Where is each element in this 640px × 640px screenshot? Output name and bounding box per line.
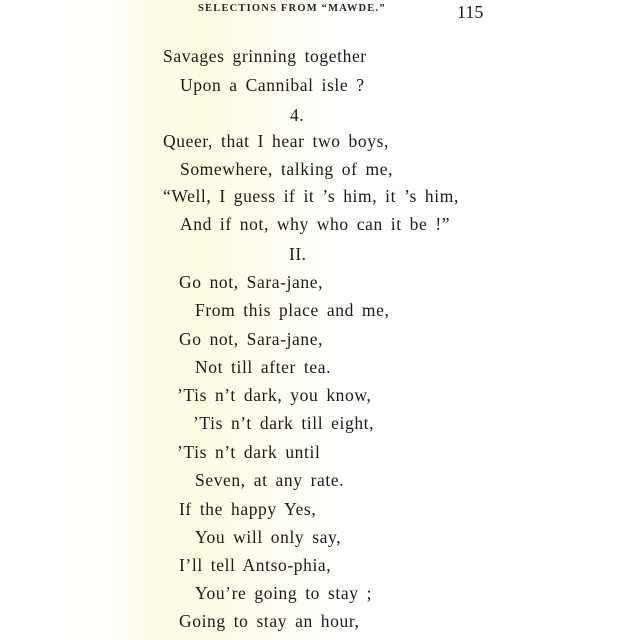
poem-line: Not till after tea. <box>195 357 332 377</box>
poem-line: I’ll tell Antso-phia, <box>179 555 332 575</box>
poem-line: Going to stay an hour, <box>179 611 360 631</box>
poem-line: Go not, Sara-jane, <box>179 329 324 349</box>
poem-line: ’Tis n’t dark until <box>177 442 321 462</box>
poem-line: Somewhere, talking of me, <box>180 159 394 179</box>
poem-line: ’Tis n’t dark, you know, <box>177 385 372 405</box>
poem-line: You’re going to stay ; <box>195 583 373 603</box>
poem-line: From this place and me, <box>195 300 390 320</box>
poem-line: ’Tis n’t dark till eight, <box>193 413 375 433</box>
poem-line: Savages grinning together <box>163 46 367 66</box>
poem-line: “Well, I guess if it ’s him, it ’s him, <box>163 186 459 206</box>
poem-line: And if not, why who can it be !” <box>180 214 451 234</box>
poem-line: Go not, Sara-jane, <box>179 272 324 292</box>
poem-line: If the happy Yes, <box>179 499 317 519</box>
poem-line: Queer, that I hear two boys, <box>163 131 389 151</box>
section-number: II. <box>289 244 307 264</box>
poem-line: You will only say, <box>195 527 342 547</box>
running-title: SELECTIONS FROM “MAWDE.” <box>198 3 386 14</box>
poem-line: Seven, at any rate. <box>195 470 345 490</box>
page-number: 115 <box>457 2 484 22</box>
stanza-number: 4. <box>290 105 305 125</box>
poem-line: Upon a Cannibal isle ? <box>180 75 365 95</box>
